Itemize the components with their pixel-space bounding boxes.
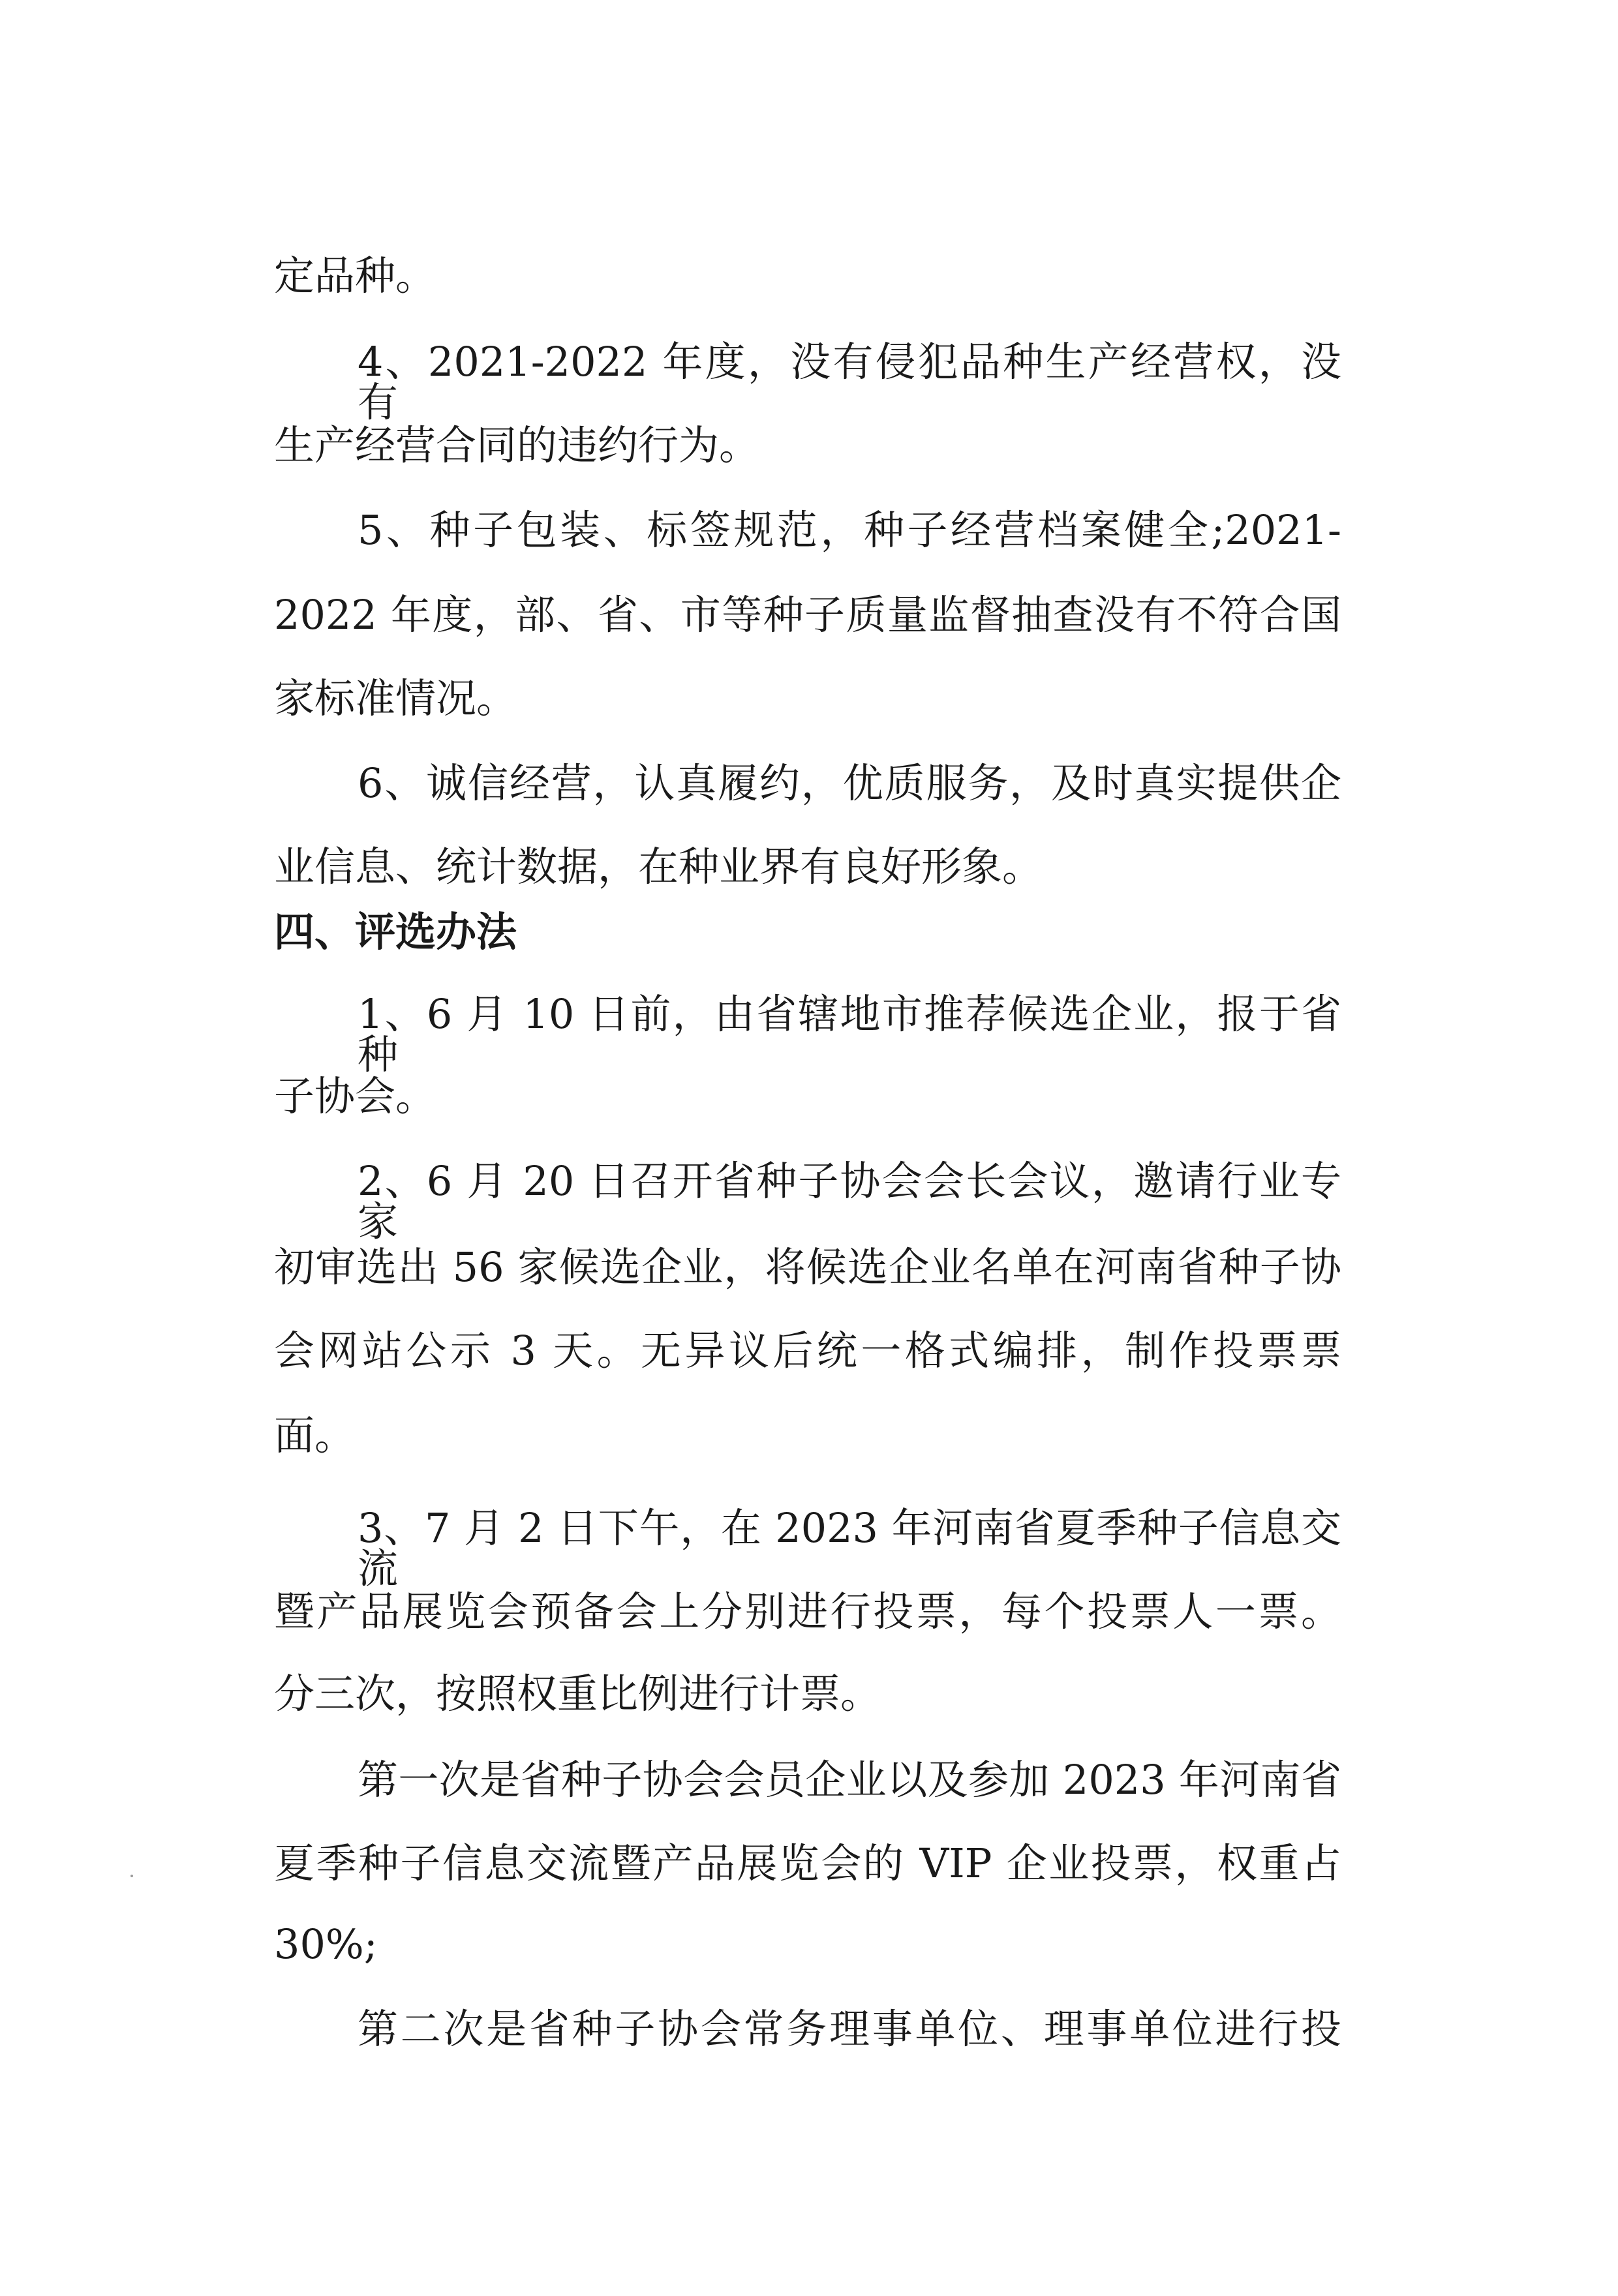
paragraph-line: 第一次是省种子协会会员企业以及参加 2023 年河南省 — [358, 1756, 1341, 1804]
paragraph-line: 5、种子包装、标签规范，种子经营档案健全;2021- — [358, 506, 1341, 554]
paragraph-line: 4、2021-2022 年度，没有侵犯品种生产经营权，没有 — [358, 338, 1341, 426]
paragraph-line: 暨产品展览会预备会上分别进行投票，每个投票人一票。 — [274, 1588, 1341, 1635]
paragraph-line: 生产经营合同的违约行为。 — [274, 421, 760, 469]
paragraph-line: 6、诚信经营，认真履约，优质服务，及时真实提供企 — [358, 759, 1341, 807]
paragraph-line: 第二次是省种子协会常务理事单位、理事单位进行投 — [358, 2005, 1341, 2053]
section-heading: 四、评选办法 — [274, 908, 517, 956]
paragraph-line: 30%; — [274, 1920, 378, 1968]
paragraph-line: 1、6 月 10 日前，由省辖地市推荐候选企业，报于省种 — [358, 990, 1341, 1078]
paragraph-line: 子协会。 — [274, 1072, 436, 1120]
scan-speck — [130, 1875, 133, 1877]
paragraph-line: 会网站公示 3 天。无异议后统一格式编排，制作投票票 — [274, 1327, 1341, 1374]
paragraph-line: 定品种。 — [274, 252, 436, 299]
paragraph-line: 初审选出 56 家候选企业，将候选企业名单在河南省种子协 — [274, 1243, 1341, 1291]
paragraph-line: 2022 年度，部、省、市等种子质量监督抽查没有不符合国 — [274, 591, 1341, 639]
paragraph-line: 家标准情况。 — [274, 674, 517, 722]
paragraph-line: 面。 — [274, 1412, 356, 1459]
paragraph-line: 夏季种子信息交流暨产品展览会的 VIP 企业投票，权重占 — [274, 1839, 1341, 1887]
paragraph-line: 分三次，按照权重比例进行计票。 — [274, 1670, 881, 1717]
paragraph-line: 3、7 月 2 日下午，在 2023 年河南省夏季种子信息交流 — [358, 1504, 1341, 1592]
paragraph-line: 2、6 月 20 日召开省种子协会会长会议，邀请行业专家 — [358, 1157, 1341, 1245]
paragraph-line: 业信息、统计数据，在种业界有良好形象。 — [274, 843, 1043, 890]
